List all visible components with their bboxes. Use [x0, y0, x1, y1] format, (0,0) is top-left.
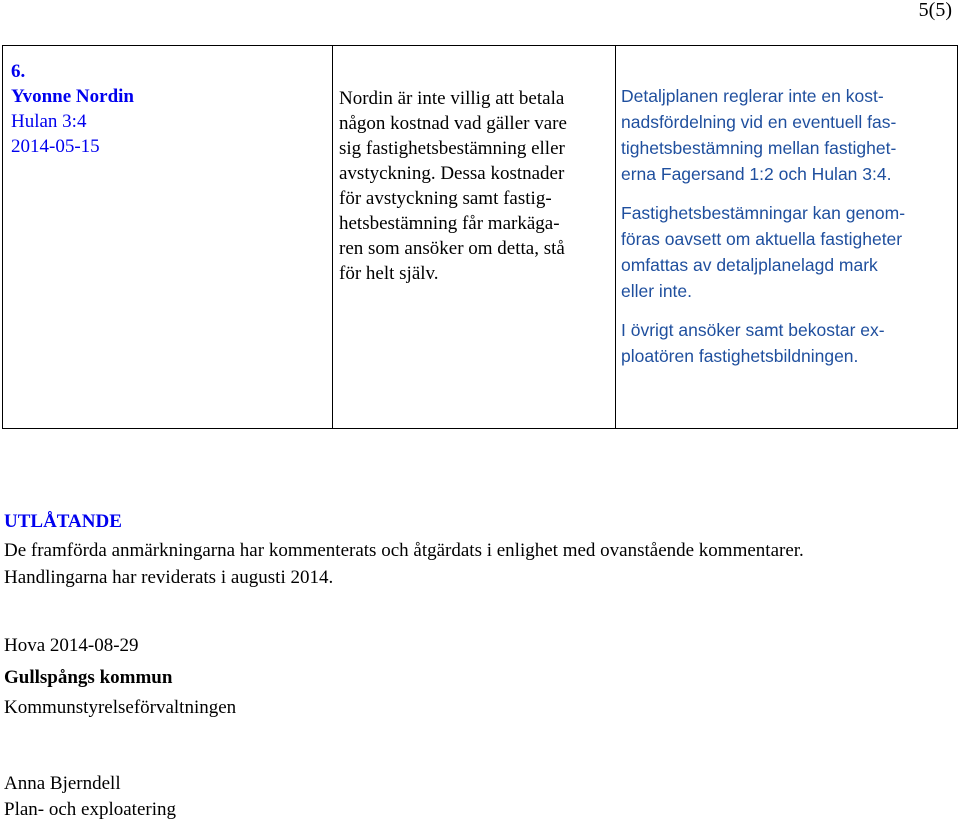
page-number: 5(5) [918, 0, 952, 21]
submitter-cell [11, 59, 134, 159]
comment-line: sig fastighetsbestämning eller [339, 138, 565, 159]
response-line: eller inte. [621, 281, 693, 301]
statement-line: De framförda anmärkningarna har kommenterats och åtgärdats i enlighet med ovanstående kommentarer. [4, 540, 804, 561]
response-line: föras oavsett om aktuella fastigheter [621, 229, 903, 249]
place-and-date: Hova 2014-08-29 [4, 635, 139, 656]
response-line: Fastighetsbestämningar kan genom- [621, 203, 906, 223]
statement-line: Handlingarna har reviderats i augusti 2014. [4, 567, 334, 588]
response-line: I övrigt ansöker samt bekostar ex- [621, 320, 885, 340]
comment-line: för helt själv. [339, 263, 439, 284]
statement-heading: UTLÅTANDE [4, 511, 122, 532]
item-number: 6. [11, 61, 26, 82]
response-line: tighetsbestämning mellan fastighet- [621, 138, 897, 158]
response-line: Detaljplanen reglerar inte en kost- [621, 86, 884, 106]
comment-line: för avstyckning samt fastig- [339, 188, 552, 209]
column-divider [332, 46, 333, 428]
response-paragraph [621, 317, 951, 369]
submission-date: 2014-05-15 [11, 136, 100, 157]
response-cell [621, 83, 951, 382]
response-line: ploatören fastighetsbildningen. [621, 346, 859, 366]
statement-text [4, 537, 804, 591]
column-divider [615, 46, 616, 428]
response-paragraph [621, 200, 951, 304]
response-line: erna Fagersand 1:2 och Hulan 3:4. [621, 164, 892, 184]
response-line: omfattas av detaljplanelagd mark [621, 255, 878, 275]
signatory-title: Plan- och exploatering [4, 799, 177, 820]
submitter-name: Yvonne Nordin [11, 86, 134, 107]
comment-cell [339, 86, 609, 286]
signatory-name: Anna Bjerndell [4, 773, 121, 794]
comment-line: avstyckning. Dessa kostnader [339, 163, 565, 184]
comment-line: ren som ansöker om detta, stå [339, 238, 565, 259]
organization-name: Gullspångs kommun [4, 667, 173, 688]
response-paragraph [621, 83, 951, 187]
comment-line: hetsbestämning får markäga- [339, 213, 560, 234]
department-name: Kommunstyrelseförvaltningen [4, 697, 237, 718]
property-designation: Hulan 3:4 [11, 111, 87, 132]
comment-line: Nordin är inte villig att betala [339, 88, 565, 109]
comment-line: någon kostnad vad gäller vare [339, 113, 567, 134]
response-line: nadsfördelning vid en eventuell fas- [621, 112, 897, 132]
comments-table [2, 45, 958, 429]
